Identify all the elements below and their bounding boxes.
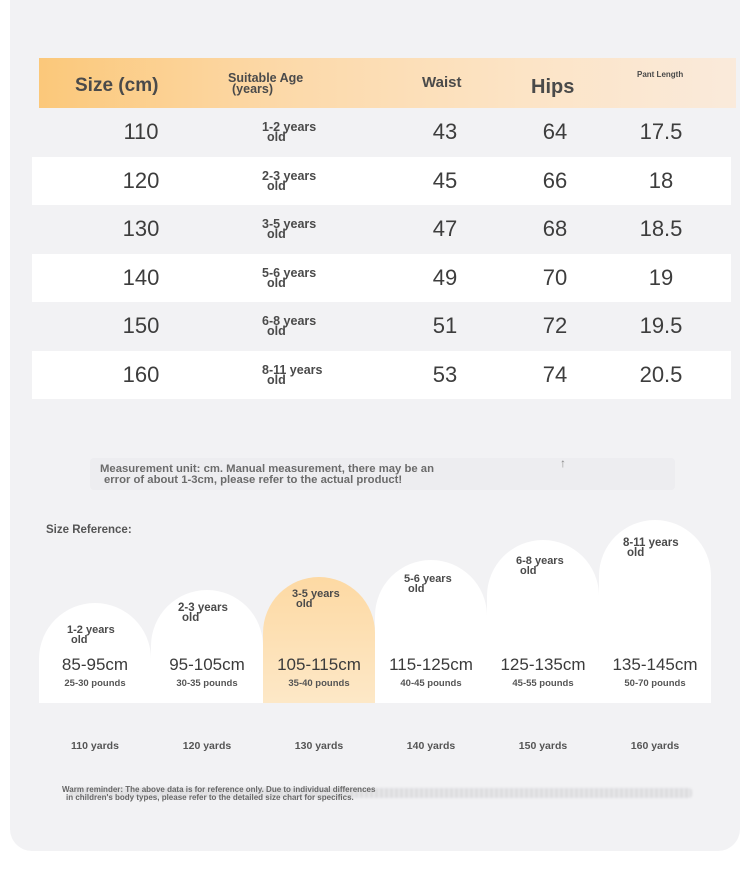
cell-hips: 64 bbox=[542, 119, 568, 145]
table-row bbox=[32, 205, 732, 254]
cursor-mark-icon: ↑ bbox=[560, 456, 566, 470]
cell-size: 110 bbox=[123, 119, 159, 145]
cell-waist: 51 bbox=[432, 313, 458, 339]
cell-size: 130 bbox=[122, 216, 160, 242]
cell-length: 18.5 bbox=[639, 216, 683, 242]
size-chart-card bbox=[10, 0, 740, 851]
reference-weight: 25-30 pounds bbox=[64, 678, 126, 689]
reference-yards: 120 yards bbox=[182, 740, 232, 752]
cell-age: 2-3 years old bbox=[262, 168, 317, 193]
cell-hips: 66 bbox=[542, 167, 568, 193]
header-size: Size (cm) bbox=[75, 75, 159, 96]
reference-yards: 140 yards bbox=[406, 740, 456, 752]
cell-hips: 68 bbox=[542, 216, 568, 242]
reference-card bbox=[151, 590, 263, 703]
reference-weight: 50-70 pounds bbox=[624, 678, 686, 689]
reference-age: 1-2 years old bbox=[67, 624, 115, 646]
reference-height: 135-145cm bbox=[612, 655, 698, 674]
cell-length: 18 bbox=[648, 167, 674, 193]
cell-length: 19.5 bbox=[639, 313, 683, 339]
reference-card bbox=[487, 540, 599, 703]
cell-age: 1-2 years old bbox=[262, 120, 317, 145]
size-reference-title: Size Reference: bbox=[46, 524, 132, 536]
cell-waist: 53 bbox=[432, 361, 458, 387]
reference-height: 85-95cm bbox=[61, 655, 129, 674]
header-pant-length: Pant Length bbox=[637, 70, 684, 79]
size-table bbox=[32, 58, 732, 399]
reference-card bbox=[39, 603, 151, 703]
table-row bbox=[32, 157, 731, 206]
reference-age: 8-11 years old bbox=[623, 537, 679, 559]
reference-age: 3-5 years old bbox=[292, 588, 340, 610]
cell-age: 5-6 years old bbox=[262, 265, 317, 290]
table-row bbox=[32, 108, 732, 157]
table-row bbox=[32, 302, 732, 351]
reference-height: 125-135cm bbox=[500, 655, 586, 674]
header-hips: Hips bbox=[531, 76, 575, 98]
cell-length: 20.5 bbox=[639, 361, 683, 387]
table-row bbox=[32, 351, 731, 400]
reference-yards: 130 yards bbox=[294, 740, 344, 752]
reference-card bbox=[599, 520, 711, 703]
cell-size: 150 bbox=[122, 313, 160, 339]
reference-age: 5-6 years old bbox=[404, 573, 452, 595]
reference-weight: 40-45 pounds bbox=[400, 678, 462, 689]
warm-reminder: Warm reminder: The above data is for reference only. Due to individual differences in children's body types, please refer to the detailed size chart for specifics. bbox=[62, 785, 376, 802]
measurement-note: Measurement unit: cm. Manual measurement, there may be an error of about 1-3cm, please refer to the actual product! ↑ bbox=[90, 458, 675, 490]
table-row bbox=[32, 254, 731, 303]
cell-waist: 45 bbox=[432, 167, 458, 193]
cell-age: 3-5 years old bbox=[262, 217, 317, 242]
cell-waist: 47 bbox=[432, 216, 458, 242]
table-header bbox=[39, 58, 736, 108]
reference-weight: 45-55 pounds bbox=[512, 678, 574, 689]
cell-age: 8-11 years old bbox=[262, 362, 323, 387]
cell-hips: 72 bbox=[542, 313, 568, 339]
reference-height: 115-125cm bbox=[389, 655, 473, 674]
reference-yards: 110 yards bbox=[71, 740, 119, 752]
reference-weight: 35-40 pounds bbox=[288, 678, 350, 689]
reference-yards: 160 yards bbox=[630, 740, 680, 752]
reference-card bbox=[375, 560, 487, 703]
cell-length: 19 bbox=[648, 264, 674, 290]
cell-waist: 49 bbox=[432, 264, 458, 290]
cell-size: 160 bbox=[122, 361, 160, 387]
reference-weight: 30-35 pounds bbox=[176, 678, 238, 689]
cell-age: 6-8 years old bbox=[262, 314, 317, 339]
cell-hips: 70 bbox=[542, 264, 568, 290]
reference-yards: 150 yards bbox=[518, 740, 568, 752]
header-waist: Waist bbox=[422, 74, 462, 91]
reference-height: 95-105cm bbox=[169, 655, 245, 674]
reference-card-highlighted bbox=[263, 577, 375, 703]
reference-age: 2-3 years old bbox=[178, 602, 228, 624]
reference-height: 105-115cm bbox=[277, 655, 361, 674]
reference-age: 6-8 years old bbox=[516, 555, 564, 577]
cell-size: 120 bbox=[122, 167, 160, 193]
header-age: Suitable Age (years) bbox=[228, 71, 304, 96]
cell-length: 17.5 bbox=[639, 119, 683, 145]
cell-waist: 43 bbox=[432, 119, 458, 145]
cell-hips: 74 bbox=[542, 361, 568, 387]
cell-size: 140 bbox=[122, 264, 160, 290]
